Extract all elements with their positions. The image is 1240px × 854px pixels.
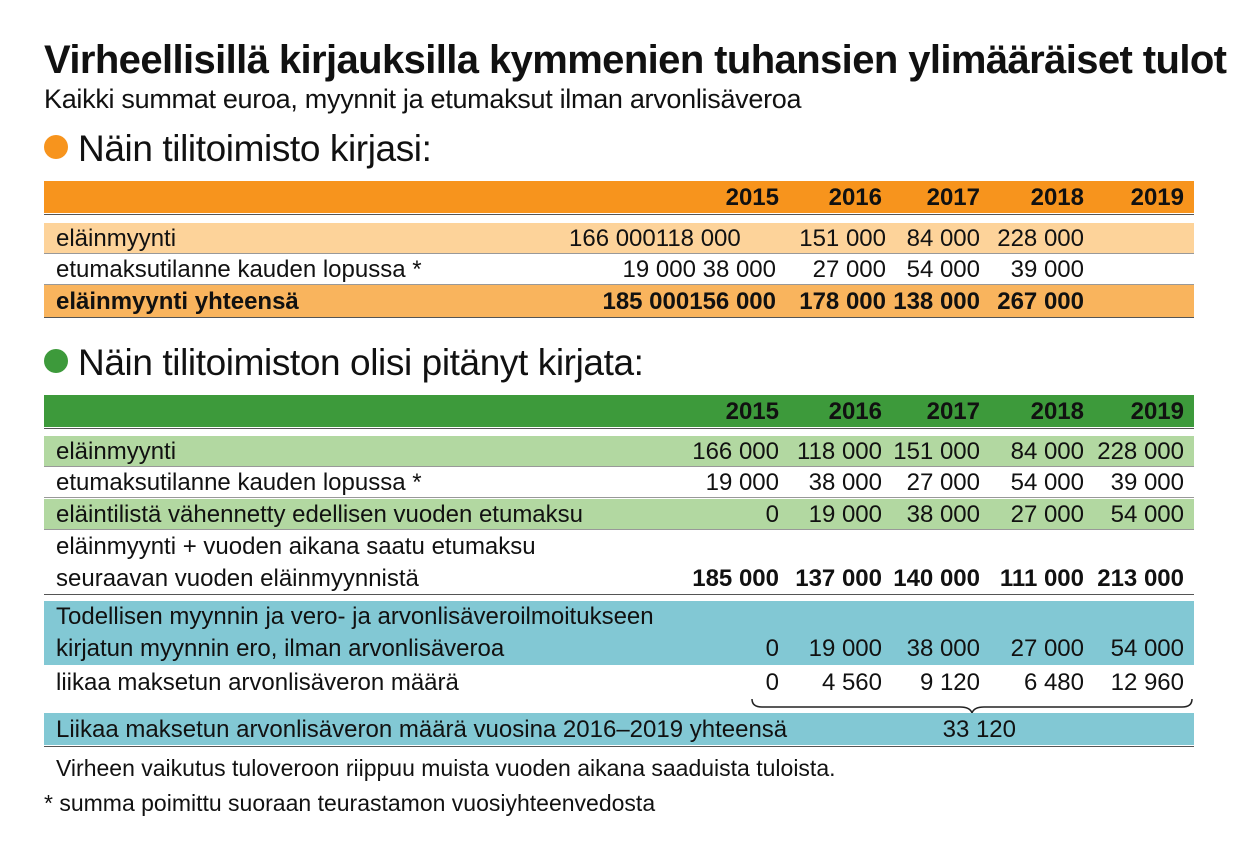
cell-2019: 54 000 <box>1110 635 1184 662</box>
section1-year-header <box>44 181 1194 213</box>
cell-2015-2016: 19 000 38 000 <box>622 256 776 283</box>
row-label: Liikaa maksetun arvonlisäveron määrä vuosina 2016–2019 yhteensä <box>56 716 788 743</box>
divider <box>44 214 1194 215</box>
green-bullet-icon <box>44 349 68 373</box>
table-row <box>44 223 1194 253</box>
section2-heading-text: Näin tilitoimiston olisi pitänyt kirjata: <box>78 342 644 383</box>
table-row <box>44 531 1194 593</box>
cell-2017: 151 000 <box>799 225 886 252</box>
year-2017: 2017 <box>926 398 980 425</box>
cell-2016: 19 000 <box>808 635 882 662</box>
year-2016: 2016 <box>828 184 882 211</box>
cell-2018: 138 000 <box>893 288 980 315</box>
cell-2019: 39 000 <box>1010 256 1084 283</box>
year-2018: 2018 <box>1030 398 1084 425</box>
cell-2017: 38 000 <box>906 635 980 662</box>
year-2017: 2017 <box>926 184 980 211</box>
orange-bullet-icon <box>44 135 68 159</box>
cell-2017: 151 000 <box>893 438 980 465</box>
table-row-vat-total <box>44 713 1194 745</box>
cell-2019: 39 000 <box>1110 469 1184 496</box>
year-2019: 2019 <box>1130 184 1184 211</box>
cell-2017: 140 000 <box>893 565 980 592</box>
cell-2016: 118 000 <box>797 438 882 465</box>
cell-2015-2016: 185 000156 000 <box>602 288 776 315</box>
year-2019: 2019 <box>1130 398 1184 425</box>
cell-2019: 228 000 <box>1097 438 1184 465</box>
cell-2018: 6 480 <box>1023 669 1084 696</box>
table-row <box>44 499 1194 529</box>
year-2015: 2015 <box>725 184 779 211</box>
table-row-diff <box>44 601 1194 665</box>
row-label: eläintilistä vähennetty edellisen vuoden etumaksu <box>56 501 584 528</box>
cell-2017: 178 000 <box>799 288 886 315</box>
cell-2019: 267 000 <box>997 288 1084 315</box>
cell-2018: 111 000 <box>999 565 1084 592</box>
divider <box>44 746 1194 747</box>
cell-2019: 213 000 <box>1097 565 1184 592</box>
cell-2018: 54 000 <box>906 256 980 283</box>
row-label: eläinmyynti <box>56 438 177 465</box>
divider <box>44 497 1194 498</box>
cell-2016: 38 000 <box>808 469 882 496</box>
cell-2018: 27 000 <box>1010 501 1084 528</box>
cell-2017: 9 120 <box>919 669 980 696</box>
cell-2019: 12 960 <box>1110 669 1184 696</box>
row-label: etumaksutilanne kauden lopussa * <box>56 256 422 283</box>
note-text: Virheen vaikutus tuloveroon riippuu muista vuoden aikana saaduista tuloista. <box>56 755 836 781</box>
cell-2016: 137 000 <box>795 565 882 592</box>
cell-2019: 228 000 <box>997 225 1084 252</box>
cell-2017: 27 000 <box>812 256 886 283</box>
year-2016: 2016 <box>828 398 882 425</box>
row-label: eläinmyynti <box>56 225 177 252</box>
divider <box>44 529 1194 530</box>
cell-2017: 27 000 <box>906 469 980 496</box>
row-label: eläinmyynti yhteensä <box>56 288 299 315</box>
table-row-vat <box>44 667 1194 701</box>
section1-heading-text: Näin tilitoimisto kirjasi: <box>78 128 432 169</box>
page-title: Virheellisillä kirjauksilla kymmenien tuhansien ylimääräiset tulot <box>44 38 1227 82</box>
cell-2015: 19 000 <box>705 469 779 496</box>
footnote-text: * summa poimittu suoraan teurastamon vuosiyhteenvedosta <box>44 790 656 816</box>
cell-2018: 27 000 <box>1010 635 1084 662</box>
row-label-line1: eläinmyynti + vuoden aikana saatu etumaksu <box>56 533 536 560</box>
section1-heading <box>44 128 432 170</box>
year-2015: 2015 <box>725 398 779 425</box>
year-2018: 2018 <box>1030 184 1084 211</box>
page-subtitle: Kaikki summat euroa, myynnit ja etumaksut ilman arvonlisäveroa <box>44 84 802 114</box>
cell-2018: 54 000 <box>1010 469 1084 496</box>
row-label-line2: kirjatun myynnin ero, ilman arvonlisäveroa <box>56 635 505 662</box>
cell-2016: 4 560 <box>821 669 882 696</box>
table-row <box>44 467 1194 497</box>
table-row-total <box>44 285 1194 317</box>
cell-2015-2016: 166 000118 000 <box>569 225 741 252</box>
row-label-line1: Todellisen myynnin ja vero- ja arvonlisäveroilmoitukseen <box>56 603 654 630</box>
table-row <box>44 254 1194 284</box>
section2-heading <box>44 342 644 384</box>
cell-2015: 166 000 <box>692 438 779 465</box>
row-label: etumaksutilanne kauden lopussa * <box>56 469 422 496</box>
cell-2019: 54 000 <box>1110 501 1184 528</box>
cell-2018: 84 000 <box>906 225 980 252</box>
cell-2015: 0 <box>765 501 779 528</box>
section2-year-header <box>44 395 1194 427</box>
divider <box>44 428 1194 429</box>
cell-2016: 19 000 <box>808 501 882 528</box>
row-label: liikaa maksetun arvonlisäveron määrä <box>56 669 459 696</box>
cell-2015: 185 000 <box>692 565 779 592</box>
cell-2015: 0 <box>765 669 779 696</box>
cell-2018: 84 000 <box>1010 438 1084 465</box>
row-label-line2: seuraavan vuoden eläinmyynnistä <box>56 565 419 592</box>
cell-2015: 0 <box>765 635 779 662</box>
table-row <box>44 436 1194 466</box>
divider <box>44 317 1194 318</box>
total-value: 33 120 <box>942 716 1016 743</box>
divider <box>44 594 1194 595</box>
cell-2017: 38 000 <box>906 501 980 528</box>
